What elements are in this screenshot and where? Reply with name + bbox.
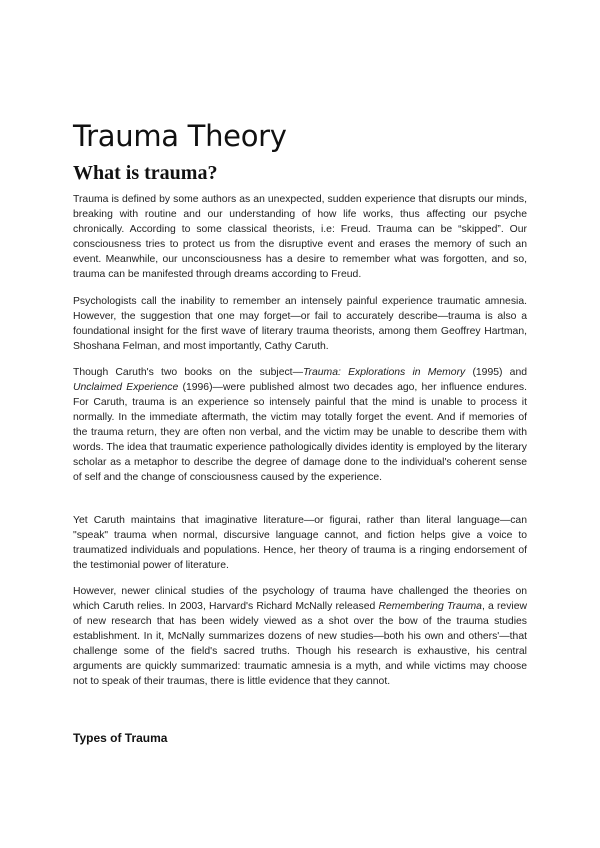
paragraph-text: Though Caruth's two books on the subject— — [73, 367, 303, 378]
paragraph-text: (1996)—were published almost two decades ago, her influence endures. For Caruth, trauma is an experience so intensely painful that the mind is unable to process it normally. In the immediate aftermath, the victim may totally forget the event. And if memories of the trauma return, they are often non verbal, and the victim may be unable to describe them with words. The idea that traumatic experience pathologically divides identity is employed by the literary scholar as a metaphor to describe the degree of damage done to the individual's coherent sense of self and the change of consciousness caused by the experience. — [73, 382, 527, 484]
page-subtitle: What is trauma? — [73, 161, 218, 184]
paragraph-text: , a review of new research that has been widely viewed as a shot over the bow of the trauma studies establishment. In it, McNally summarizes dozens of new studies—both his own and others'—that challenge some of the field's sacred truths. Though his research is exhaustive, his central arguments are quickly summarized: traumatic amnesia is a myth, and while victims may choose not to speak of their traumas, there is little evidence that they cannot. — [73, 601, 527, 688]
paragraph-traumatic-amnesia: Psychologists call the inability to remember an intensely painful experience traumatic amnesia. However, the suggestion that one may forget—or fail to accurately describe—trauma is also a foundational insight for the first wave of literary trauma theorists, among them Geoffrey Hartman, Shoshana Felman, and most importantly, Cathy Caruth. — [73, 296, 527, 353]
book-title: Unclaimed Experience — [73, 382, 179, 394]
paragraph-definition: Trauma is defined by some authors as an unexpected, sudden experience that disrupts our minds, breaking with routine and our understanding of how life works, thus affecting our psyche chronically. According to some classical theorists, i.e: Freud. Trauma can be “skipped”. Our consciousness tries to protect us from the disruptive event and erases the memory of such an event. Meanwhile, our unconsciousness has a desire to remember what was forgotten, and so, trauma can be manifested through dreams according to Freud. — [73, 194, 527, 281]
page-title: Trauma Theory — [73, 119, 287, 154]
section-heading: Types of Trauma — [73, 731, 168, 745]
paragraph-text: However, newer clinical studies of the psychology of trauma have challenged the theories on which Caruth relies. In 2003, Harvard's Richard McNally released — [73, 586, 527, 613]
paragraph-literature: Yet Caruth maintains that imaginative literature—or figurai, rather than literal language—can "speak" trauma when normal, discursive language cannot, and fiction helps give a voice to traumatized individuals and populations. Hence, her theory of trauma is a ringing endorsement of the testimonial power of literature. — [73, 515, 527, 572]
paragraph-caruth — [73, 365, 527, 485]
paragraph-text: (1995) and — [465, 367, 528, 378]
paragraph-mcnally — [73, 584, 527, 689]
book-title: Remembering Trauma — [378, 601, 482, 613]
book-title: Trauma: Explorations in Memory — [302, 367, 466, 378]
